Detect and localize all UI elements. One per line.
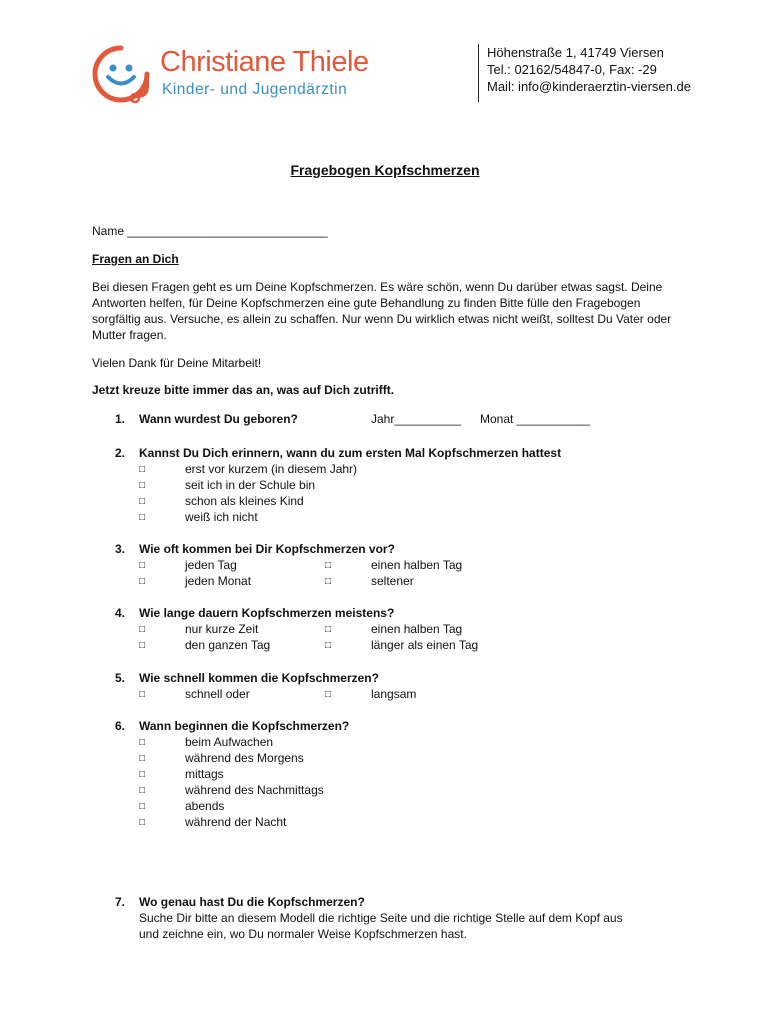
checkbox[interactable]: □: [139, 624, 146, 635]
question-text: Wo genau hast Du die Kopfschmerzen?: [139, 895, 365, 909]
intro-paragraph: Bei diesen Fragen geht es um Deine Kopfschmerzen. Es wäre schön, wenn Du darüber etwas sagst. Deine Antworten helfen, für Deine Kopfschmerzen eine gute Behandlung zu finden Bitte fülle den Fragebogen sorgfältig aus. Versuche, es allein zu schaffen. Nur wenn Du wirklich etwas nicht weißt, solltest Du Vater oder Mutter fragen.: [92, 280, 672, 342]
option-label: seit ich in der Schule bin: [185, 478, 316, 492]
question-text: Wie lange dauern Kopfschmerzen meistens?: [139, 606, 395, 620]
birth-month-field[interactable]: Monat ___________: [480, 412, 591, 426]
checkbox[interactable]: □: [139, 496, 146, 507]
checkbox[interactable]: □: [139, 512, 146, 523]
question-text: Wann wurdest Du geboren?: [139, 412, 298, 426]
question-number: 3.: [115, 542, 126, 556]
checkbox[interactable]: □: [139, 464, 146, 475]
question-text: Wann beginnen die Kopfschmerzen?: [139, 719, 350, 733]
checkbox[interactable]: □: [139, 560, 146, 571]
practice-name: Christiane Thiele: [160, 46, 369, 78]
option-label: nur kurze Zeit: [185, 622, 259, 636]
question-number: 6.: [115, 719, 126, 733]
question-text: Kannst Du Dich erinnern, wann du zum ersten Mal Kopfschmerzen hattest: [139, 446, 562, 460]
option-label: schon als kleines Kind: [185, 494, 304, 508]
checkbox[interactable]: □: [139, 689, 146, 700]
option-label: weiß ich nicht: [185, 510, 258, 524]
option-label: während der Nacht: [185, 815, 287, 829]
question-number: 2.: [115, 446, 126, 460]
practice-subtitle: Kinder- und Jugendärztin: [162, 81, 348, 98]
checkbox[interactable]: □: [325, 560, 332, 571]
option-label: einen halben Tag: [371, 622, 463, 636]
checkbox[interactable]: □: [139, 817, 146, 828]
practice-logo: [90, 40, 380, 106]
checkbox[interactable]: □: [139, 785, 146, 796]
page-title: Fragebogen Kopfschmerzen: [290, 162, 480, 178]
birth-year-field[interactable]: Jahr__________: [371, 412, 462, 426]
question-text: Wie schnell kommen die Kopfschmerzen?: [139, 671, 379, 685]
option-label: schnell oder: [185, 687, 250, 701]
question-number: 5.: [115, 671, 126, 685]
checkbox[interactable]: □: [325, 640, 332, 651]
email-line: Mail: info@kinderaerztin-viersen.de: [487, 79, 691, 94]
option-label: seltener: [371, 574, 414, 588]
section-heading: Fragen an Dich: [92, 252, 179, 266]
option-label: länger als einen Tag: [371, 638, 479, 652]
contact-block: [478, 44, 691, 102]
checkbox[interactable]: □: [325, 689, 332, 700]
option-label: einen halben Tag: [371, 558, 463, 572]
question-description: Suche Dir bitte an diesem Modell die richtige Seite und die richtige Stelle auf dem Kopf aus: [139, 911, 623, 925]
option-label: abends: [185, 799, 225, 813]
instruction-text: Jetzt kreuze bitte immer das an, was auf Dich zutrifft.: [92, 383, 395, 397]
option-label: während des Nachmittags: [185, 783, 324, 797]
option-label: beim Aufwachen: [185, 735, 274, 749]
checkbox[interactable]: □: [139, 801, 146, 812]
thanks-text: Vielen Dank für Deine Mitarbeit!: [92, 356, 262, 370]
checkbox[interactable]: □: [139, 480, 146, 491]
option-label: langsam: [371, 687, 417, 701]
checkbox[interactable]: □: [139, 576, 146, 587]
option-label: jeden Monat: [185, 574, 252, 588]
checkbox[interactable]: □: [139, 753, 146, 764]
address-line: Höhenstraße 1, 41749 Viersen: [487, 45, 664, 60]
question-number: 4.: [115, 606, 126, 620]
checkbox[interactable]: □: [325, 624, 332, 635]
option-label: während des Morgens: [185, 751, 304, 765]
checkbox[interactable]: □: [139, 737, 146, 748]
phone-line: Tel.: 02162/54847-0, Fax: -29: [487, 62, 657, 77]
checkbox[interactable]: □: [325, 576, 332, 587]
checkbox[interactable]: □: [139, 640, 146, 651]
question-text: Wie oft kommen bei Dir Kopfschmerzen vor?: [139, 542, 395, 556]
option-label: jeden Tag: [185, 558, 237, 572]
option-label: den ganzen Tag: [185, 638, 271, 652]
question-number: 7.: [115, 895, 126, 909]
stethoscope-smiley-icon: [90, 44, 152, 106]
question-number: 1.: [115, 412, 126, 426]
checkbox[interactable]: □: [139, 769, 146, 780]
option-label: erst vor kurzem (in diesem Jahr): [185, 462, 358, 476]
question-description: und zeichne ein, wo Du normaler Weise Kopfschmerzen hast.: [139, 927, 467, 941]
option-label: mittags: [185, 767, 224, 781]
name-field[interactable]: Name ______________________________: [92, 224, 328, 238]
